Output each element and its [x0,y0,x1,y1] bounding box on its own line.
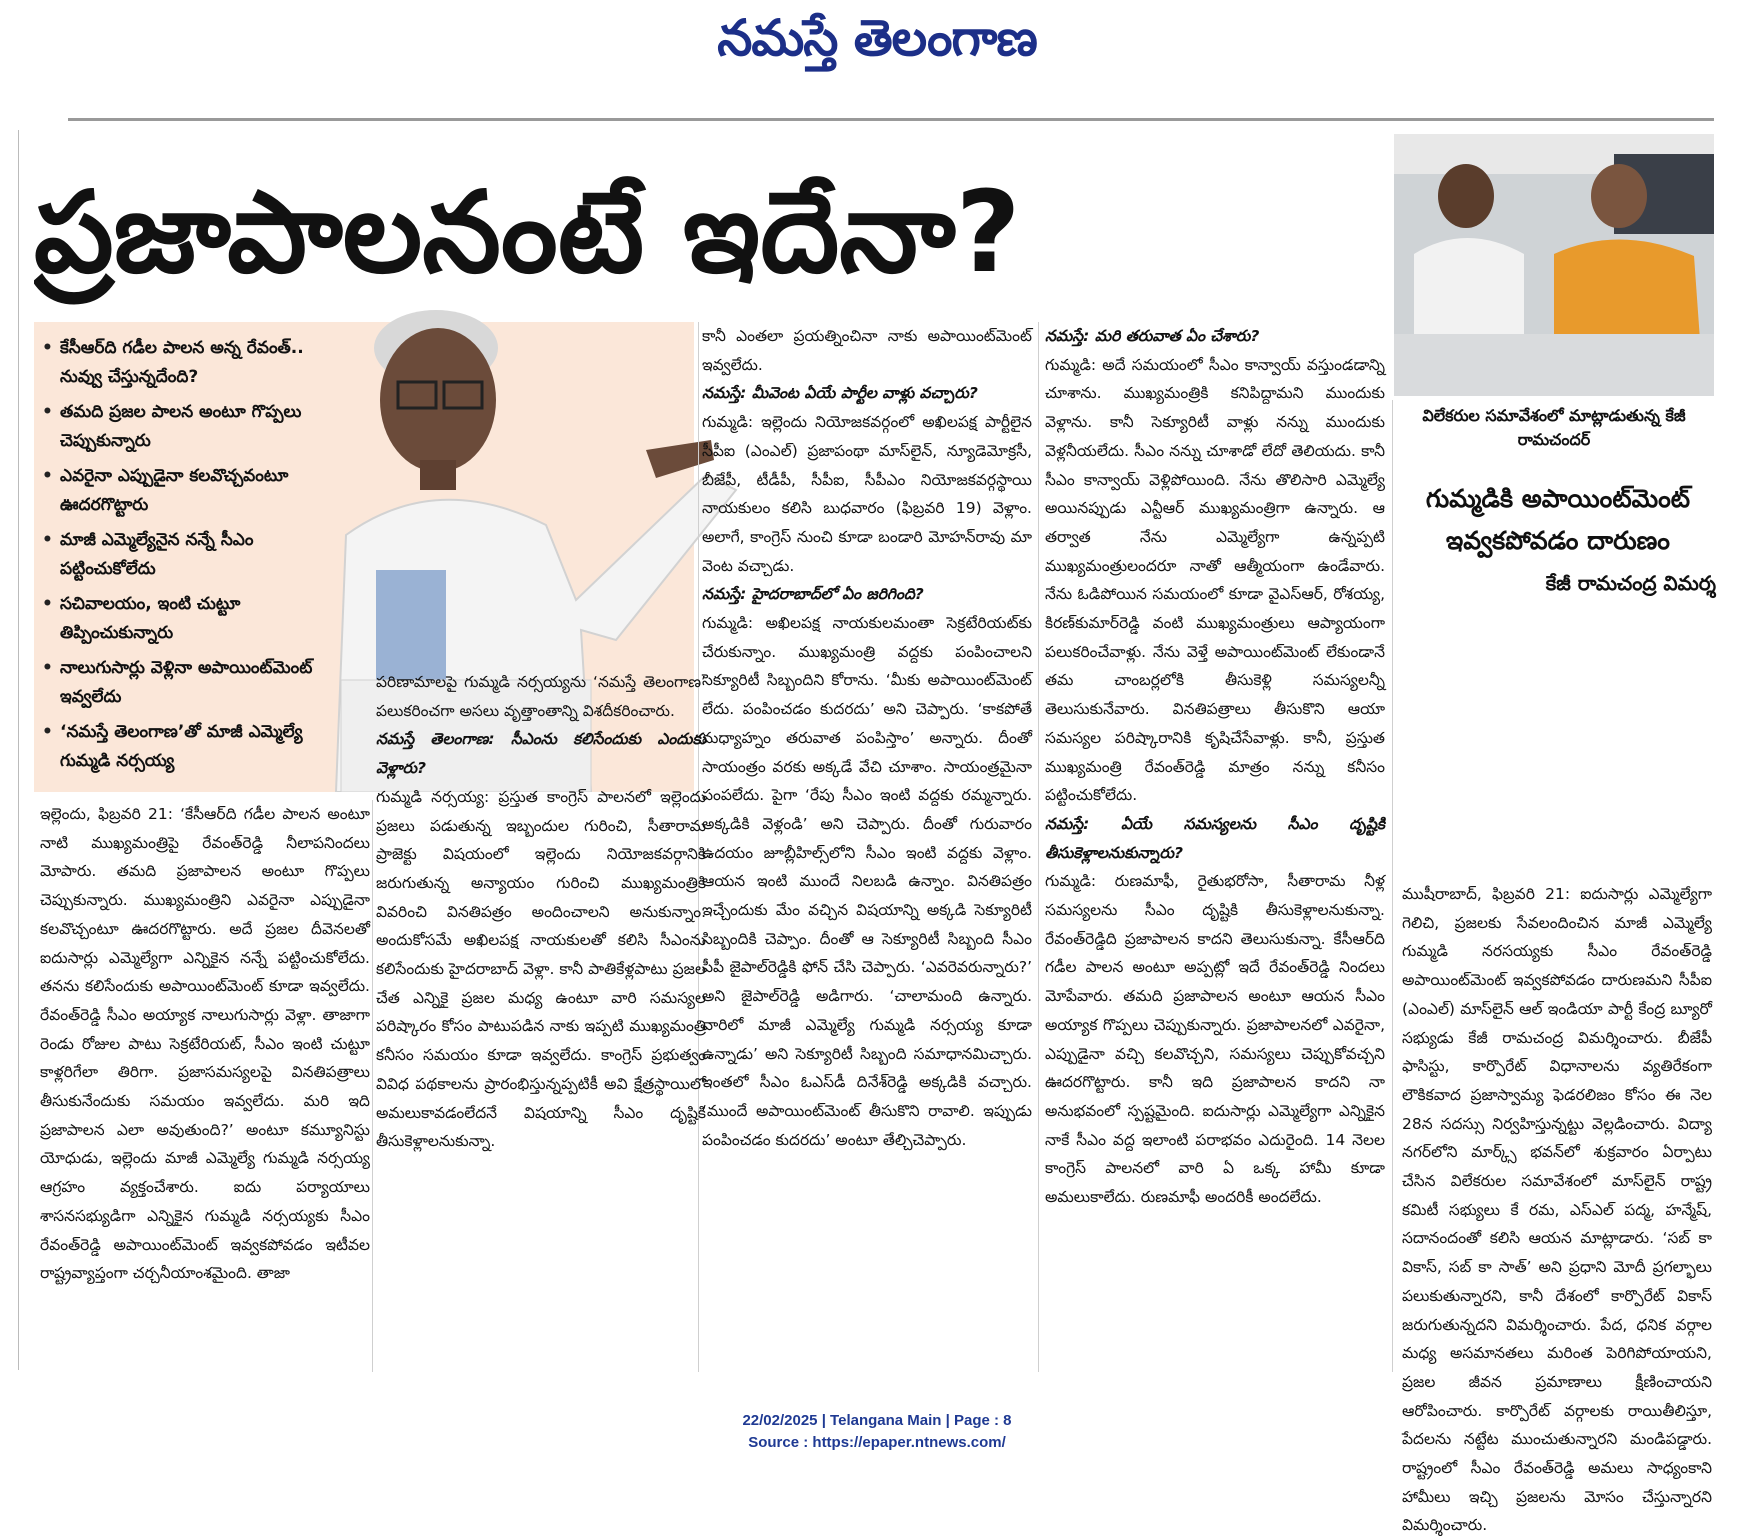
article-column-3 [702,322,1032,1154]
highlights-list [40,334,340,782]
question: నమస్తే తెలంగాణ: సీఎంను కలిసేందుకు ఎందుకు వెళ్లారు? [376,730,706,778]
paragraph: ముషీరాబాద్‌, ఫిబ్రవరి 21: ఐదుసార్లు ఎమ్మెల్యేగా గెలిచి, ప్రజలకు సేవలందించిన మాజీ ఎమ్మెల్యే గుమ్మడి నరసయ్యకు సీఎం రేవంత్‌రెడ్డి అపాయింట్‌మెంట్‌ ఇవ్వకపోవడం దారుణమని సీపీఐ (ఎంఎల్‌) మాస్‌లైన్‌ ఆల్‌ ఇండియా పార్టీ కేంద్ర బ్యూరో సభ్యుడు కేజీ రామచంద్ర విమర్శించారు. బీజేపీ ఫాసిస్టు, కార్పొరేట్‌ విధానాలను వ్యతిరేకంగా లౌకికవాద ప్రజాస్వామ్య ఫెడరలిజం కోసం ఈ నెల 28న సదస్సు నిర్వహిస్తున్నట్టు వెల్లడించారు. విద్యా నగర్‌లోని మార్క్స్‌ భవన్‌లో శుక్రవారం ఏర్పాటు చేసిన విలేకరుల సమావేశంలో మాస్‌లైన్‌ రాష్ట్ర కమిటీ సభ్యులు కే రమ, ఎస్‌ఎల్‌ పద్మ, హన్మేష్‌, సదానందంతో కలిసి ఆయన మాట్లాడారు. ‘సబ్‌ కా వికాస్‌, సబ్‌ కా సాత్‌’ అని ప్రధాని మోదీ ప్రగల్భాలు పలుకుతున్నారని, కానీ దేశంలో కార్పొరేట్‌ వికాస్‌ జరుగుతున్నదని విమర్శించారు. పేద, ధనిక వర్గాల మధ్య అసమానతలు మరింత పెరిగిపోయాయని, ప్రజల జీవన ప్రమాణాలు క్షీణించాయని ఆరోపించారు. కార్పొరేట్‌ వర్గాలకు రాయితీలిస్తూ, పేదలను నట్టేట ముంచుతున్నారని మండిపడ్డారు. రాష్ట్రంలో సీఎం రేవంత్‌రెడ్డి అమలు సాధ్యంకాని హామీలు ఇచ్చి ప్రజలను మోసం చేస్తున్నారని విమర్శించారు. [1402,885,1712,1535]
photo-caption: విలేకరుల సమావేశంలో మాట్లాడుతున్న కేజీ రామచందర్‌ [1422,406,1686,449]
question: నమస్తే: మరి తరువాత ఏం చేశారు? [1045,327,1260,345]
column-divider [1038,322,1039,1372]
masthead-logo: నమస్తే తెలంగాణ [717,8,1037,67]
page-footer [0,1410,1754,1454]
question: నమస్తే: హైదరాబాద్‌లో ఏం జరిగింది? [702,585,924,604]
highlight-item: • నాలుగుసార్లు వెళ్లినా అపాయింట్‌మెంట్‌ ఇవ్వలేదు [40,654,340,712]
highlight-item: • ‘నమస్తే తెలంగాణ’తో మాజీ ఎమ్మెల్యే గుమ్మడి నర్సయ్య [40,718,340,776]
bullet-icon: • [42,338,53,358]
highlight-item: • మాజీ ఎమ్మెల్యేనైన నన్నే సీఎం పట్టించుకోలేదు [40,526,340,584]
paragraph: గుమ్మడి: అఖిలపక్ష నాయకులమంతా సెక్రటేరియట్‌కు చేరుకున్నాం. ముఖ్యమంత్రి వద్దకు పంపించాలని సెక్యూరిటీ సిబ్బందిని కోరాను. ‘మీకు అపాయింట్‌మెంట్‌ లేదు. పంపించడం కుదరదు’ అని చెప్పారు. ‘కాకపోతే మధ్యాహ్నం తరువాత పంపిస్తాం’ అన్నారు. దీంతో సాయంత్రం వరకు అక్కడే వేచి చూశాం. సాయంత్రమైనా పంపలేదు. పైగా ‘రేపు సీఎం ఇంటి వద్దకు రమ్మన్నారు. అక్కడికి వెళ్లండి’ అని చెప్పారు. దీంతో గురువారం ఉదయం జూబ్లీహిల్స్‌లోని సీఎం ఇంటి వద్దకు వెళ్లాం. ఆయన ఇంటి ముందే నిలబడి ఉన్నాం. వినతిపత్రం ఇచ్చేందుకు మేం వచ్చిన విషయాన్ని అక్కడి సెక్యూరిటీ సిబ్బందికి చెప్పాం. దీంతో ఆ సెక్యూరిటీ సిబ్బంది సీఎం పీపీ జైపాల్‌రెడ్డికి ఫోన్‌ చేసి చెప్పారు. ‘ఎవరెవరున్నారు?’ అని జైపాల్‌రెడ్డి అడిగారు. ‘చాలామంది ఉన్నారు. వారిలో మాజీ ఎమ్మెల్యే గుమ్మడి నర్సయ్య కూడా ఉన్నాడు’ అని సెక్యూరిటీ సిబ్బంది సమాధానమిచ్చారు. ఇంతలో సీఎం ఓఎస్‌డీ దినేశ్‌రెడ్డి అక్కడికి వచ్చారు. ‘ముందే అపాయింట్‌మెంట్‌ తీసుకొని రావాలి. ఇప్పుడు పంపించడం కుదరదు’ అంటూ తేల్చిచెప్పారు. [702,614,1032,1149]
highlight-item: • తమది ప్రజల పాలన అంటూ గొప్పలు చెప్పుకున్నారు [40,398,340,456]
paragraph: గుమ్మడి: ఇల్లెందు నియోజకవర్గంలో అఖిలపక్ష పార్టీలైన సీపీఐ (ఎంఎల్‌) ప్రజాపంథా మాస్‌లైన్‌, న్యూడెమోక్రసీ, బీజేపీ, టీడీపీ, సీపీఐ, సీపీఎం నియోజకవర్గస్థాయి నాయకులం కలిసి బుధవారం (ఫిబ్రవరి 19) వెళ్లాం. అలాగే, కాంగ్రెస్‌ నుంచి కూడా బండారి మోహన్‌రావు మా వెంట వచ్చాడు. [702,413,1032,575]
article-column-1 [40,800,370,1288]
paragraph: గుమ్మడి: అదే సమయంలో సీఎం కాన్వాయ్‌ వస్తుండడాన్ని చూశాను. ముఖ్యమంత్రికి కనిపిద్దామని ముందుకు వెళ్లాను. కానీ సెక్యూరిటీ వాళ్లు నన్ను ముందుకు వెళ్లనీయలేదు. సీఎం నన్ను చూశాడో లేదో తెలియదు. కానీ సీఎం కాన్వాయ్‌ వెళ్లిపోయింది. నేను తొలిసారి ఎమ్మెల్యే అయినప్పుడు ఎన్టీఆర్‌ ముఖ్యమంత్రిగా ఉన్నారు. ఆ తర్వాత నేను ఎమ్మెల్యేగా ఉన్నప్పటి ముఖ్యమంత్రులందరూ నాతో ఆత్మీయంగా ఉండేవారు. నేను ఓడిపోయిన సమయంలో కూడా వైఎస్‌ఆర్‌, రోశయ్య, కిరణ్‌కుమార్‌రెడ్డి వంటి ముఖ్యమంత్రులు ఆప్యాయంగా పలుకరించేవాళ్లు. నేను వెళ్తే అపాయింట్‌మెంట్‌ లేకుండానే తమ చాంబర్లలోకి తీసుకెళ్లి సమస్యలన్నీ తెలుసుకునేవారు. వినతిపత్రాలు తీసుకొని ఆయా సమస్యల పరిష్కారానికి కృషిచేసేవాళ్లు. కానీ, ప్రస్తుత ముఖ్యమంత్రి రేవంత్‌రెడ్డి మాత్రం నన్ను కనీసం పట్టించుకోలేదు. [1045,355,1385,805]
paragraph: పరిణామాలపై గుమ్మడి నర్సయ్యను ‘నమస్తే తెలంగాణ’ పలుకరించగా అసలు వృత్తాంతాన్ని విశదీకరించారు. [376,673,706,720]
bullet-icon: • [42,658,53,678]
side-story-byline: కేజీ రామచంద్ర విమర్శ [1545,571,1716,595]
footer-source-link[interactable]: Source : https://epaper.ntnews.com/ [748,1434,1006,1451]
article-column-2 [376,668,706,1156]
bullet-icon: • [42,402,53,422]
side-story-headline: గుమ్మడికి అపాయింట్‌మెంట్‌ ఇవ్వకపోవడం దారుణం [1425,484,1691,555]
question: నమస్తే: ఏయే సమస్యలను సీఎం దృష్టికి తీసుకెళ్లాలనుకున్నారు? [1045,814,1385,862]
footer-date-page: 22/02/2025 | Telangana Main | Page : 8 [742,1412,1012,1429]
bullet-icon: • [42,594,53,614]
article-column-4 [1045,322,1385,1212]
headline: ప్రజాపాలనంటే ఇదేనా? [34,168,1021,298]
masthead-rule [68,118,1714,121]
paragraph: ఇల్లెందు, ఫిబ్రవరి 21: ‘కేసీఆర్‌ది గడీల పాలన అంటూ నాటి ముఖ్యమంత్రిపై రేవంత్‌రెడ్డి నీలాపనిందలు మోపారు. తమది ప్రజాపాలన అంటూ గొప్పలు చెప్పుకున్నారు. ముఖ్యమంత్రిని ఎవరైనా ఎప్పుడైనా కలవొచ్చంటూ ఊదరగొట్టారు. అదే ప్రజల దీవెనలతో ఐదుసార్లు ఎమ్మెల్యేగా ఎన్నికైన నన్నే పట్టించుకోలేదు. తనను కలిసేందుకు అపాయింట్‌మెంట్‌ కూడా ఇవ్వలేదు. రేవంత్‌రెడ్డి సీఎం అయ్యాక నాలుగుసార్లు వెళ్లా. తాజాగా రెండు రోజుల పాటు సెక్రటేరియట్‌, సీఎం ఇంటి చుట్టూ కాళ్లరిగేలా తిరిగా. ప్రజాసమస్యలపై వినతిపత్రాలు తీసుకునేందుకు సమయం ఇవ్వలేదు. మరి ఇది ప్రజాపాలన ఎలా అవుతుంది?’ అంటూ కమ్యూనిస్టు యోధుడు, ఇల్లెందు మాజీ ఎమ్మెల్యే గుమ్మడి నర్సయ్య ఆగ్రహం వ్యక్తంచేశారు. ఐదు పర్యాయాలు శాసనసభ్యుడిగా ఎన్నికైన గుమ్మడి నర్సయ్యకు సీఎం రేవంత్‌రెడ్డి అపాయింట్‌మెంట్‌ ఇవ్వకపోవడం ఇటీవల రాష్ట్రవ్యాప్తంగా చర్చనీయాంశమైంది. తాజా [40,805,370,1283]
highlight-item: • ఎవరైనా ఎప్పుడైనా కలవొచ్చవంటూ ఊదరగొట్టారు [40,462,340,520]
highlight-item: • కేసీఆర్‌ది గడీల పాలన అన్న రేవంత్‌.. నువ్వు చేస్తున్నదేంది? [40,334,340,392]
column-divider [372,800,373,1372]
column-divider [1392,400,1393,1372]
paragraph: గుమ్మడి నర్సయ్య: ప్రస్తుత కాంగ్రెస్‌ పాలనలో ఇల్లెందు ప్రజలు పడుతున్న ఇబ్బందుల గురించి, సీతారామ ప్రాజెక్టు విషయంలో ఇల్లెందు నియోజకవర్గానికి జరుగుతున్న అన్యాయం గురించి ముఖ్యమంత్రికి వివరించి వినతిపత్రం అందించాలని అనుకున్నాం. అందుకోసమే అఖిలపక్ష నాయకులతో కలిసి సీఎంను కలిసేందుకు హైదరాబాద్‌ వెళ్లా. కానీ పాతికేళ్లపాటు ప్రజల చేత ఎన్నికై ప్రజల మధ్య ఉంటూ వారి సమస్యల పరిష్కారం కోసం పాటుపడిన నాకు ఇప్పటి ముఖ్యమంత్రి కనీసం సమయం కూడా ఇవ్వలేదు. కాంగ్రెస్‌ ప్రభుత్వం వివిధ పథకాలను ప్రారంభిస్తున్నప్పటికీ అవి క్షేత్రస్థాయిలో అమలుకావడంలేదనే విషయాన్ని సీఎం దృష్టికి తీసుకెళ్లాలనుకున్నా. [376,787,706,1151]
press-meet-photo [1394,134,1714,396]
bullet-icon: • [42,466,53,486]
bullet-icon: • [42,722,53,742]
question: నమస్తే: మీవెంట ఏయే పార్టీల వాళ్లు వచ్చారు? [702,384,978,403]
bullet-icon: • [42,530,53,550]
page-edge [0,130,19,1370]
paragraph: గుమ్మడి: రుణమాఫీ, రైతుభరోసా, సీతారామ నీళ్ల సమస్యలను సీఎం దృష్టికి తీసుకెళ్లాలనుకున్నా. రేవంత్‌రెడ్డిది ప్రజాపాలన కాదని తెలుసుకున్నా. కేసీఆర్‌ది గడీల పాలన అంటూ అప్పట్లో ఇదే రేవంత్‌రెడ్డి నిందలు మోపేవారు. తమది ప్రజాపాలన అంటూ ఆయన సీఎం అయ్యాక గొప్పలు చెప్పుకున్నారు. ప్రజాపాలనలో ఎవరైనా, ఎప్పుడైనా వచ్చి కలవొచ్చని, సమస్యలు చెప్పుకోవచ్చని ఊదరగొట్టారు. కానీ ఇది ప్రజాపాలన కాదని నా అనుభవంలో స్పష్టమైంది. ఐదుసార్లు ఎమ్మెల్యేగా ఎన్నికైన నాకే సీఎం వద్ద ఇలాంటి పరాభవం ఎదురైంది. 14 నెలల కాంగ్రెస్‌ పాలనలో వారి ఏ ఒక్క హామీ కూడా అమలుకాలేదు. రుణమాఫీ అందరికీ అందలేదు. [1045,872,1385,1207]
paragraph: కానీ ఎంతలా ప్రయత్నించినా నాకు అపాయింట్‌మెంట్‌ ఇవ్వలేదు. [702,327,1032,374]
highlight-item: • సచివాలయం, ఇంటి చుట్టూ తిప్పించుకున్నారు [40,590,340,648]
